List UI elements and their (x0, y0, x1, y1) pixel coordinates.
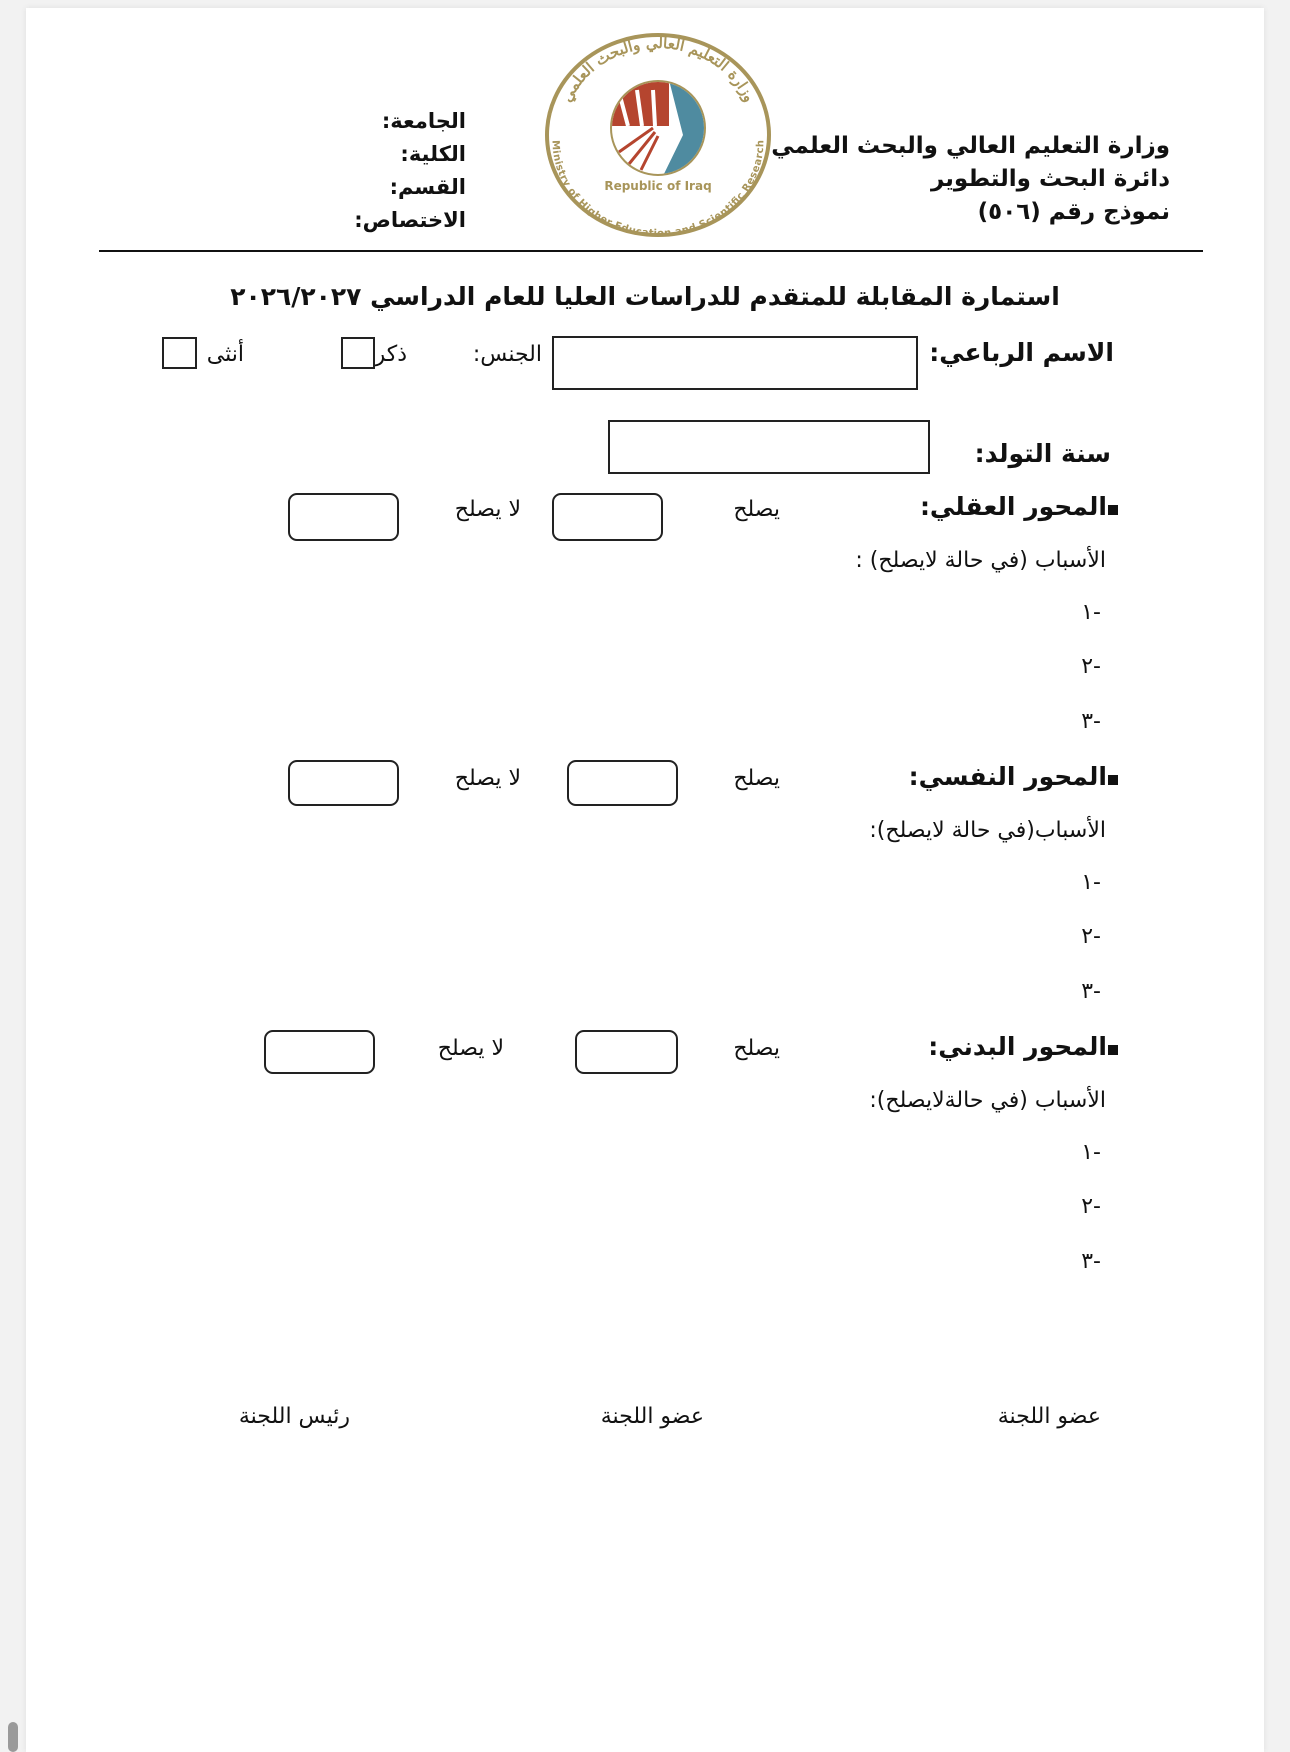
section-mental-title: المحور العقلي: (919, 492, 1107, 521)
section-psych-unfit-box[interactable] (288, 760, 399, 806)
birth-year-label: سنة التولد: (974, 439, 1111, 468)
scrollbar-thumb[interactable] (8, 1722, 18, 1752)
signature-member-2: عضو اللجنة (600, 1404, 704, 1429)
specialization-label: الاختصاص: (354, 208, 466, 232)
gender-male-label: ذكر (374, 342, 407, 367)
logo-republic-text: Republic of Iraq (604, 179, 712, 193)
birth-year-field[interactable] (608, 420, 930, 474)
form-number: نموذج رقم (٥٠٦) (977, 199, 1170, 225)
section-physical-reasons-label: الأسباب (في حالةلايصلح): (869, 1088, 1106, 1113)
section-mental-unfit-label: لا يصلح (454, 497, 521, 522)
section-mental-reasons-label: الأسباب (في حالة لايصلح) : (855, 548, 1106, 573)
section-physical-fit-label: يصلح (733, 1036, 780, 1061)
section-physical-unfit-box[interactable] (264, 1030, 375, 1074)
document-page (26, 8, 1264, 1752)
reason-item: -٣ (1081, 979, 1101, 1004)
full-name-label: الاسم الرباعي: (929, 338, 1114, 367)
signature-member-1: عضو اللجنة (997, 1404, 1101, 1429)
header-divider (99, 250, 1203, 252)
section-psych-unfit-label: لا يصلح (454, 766, 521, 791)
gender-male-checkbox[interactable] (341, 337, 375, 369)
section-mental-fit-label: يصلح (733, 497, 780, 522)
ministry-logo (543, 30, 773, 240)
bullet-icon (1108, 505, 1118, 515)
gender-label: الجنس: (472, 342, 542, 367)
logo-arabic-text: وزارة التعليم العالي والبحث العلمي (557, 33, 759, 105)
section-mental-fit-box[interactable] (552, 493, 663, 541)
section-psych-fit-label: يصلح (733, 766, 780, 791)
logo-ministry-english: Ministry of Higher Education and Scientific Research (549, 139, 767, 240)
form-title: استمارة المقابلة للمتقدم للدراسات العليا للعام الدراسي ٢٠٢٦/٢٠٢٧ (230, 282, 1060, 311)
department-label: القسم: (389, 175, 466, 199)
section-psych-reasons-label: الأسباب(في حالة لايصلح): (869, 818, 1106, 843)
reason-item: -٣ (1081, 709, 1101, 734)
section-physical-title: المحور البدني: (928, 1032, 1107, 1061)
department-name: دائرة البحث والتطوير (930, 166, 1170, 192)
section-psych-title: المحور النفسي: (908, 762, 1107, 791)
university-label: الجامعة: (381, 109, 466, 133)
gender-female-label: أنثى (206, 342, 244, 367)
reason-item: -٢ (1081, 654, 1101, 679)
reason-item: -٢ (1081, 924, 1101, 949)
reason-item: -١ (1081, 1140, 1101, 1165)
section-psych-fit-box[interactable] (567, 760, 678, 806)
section-physical-unfit-label: لا يصلح (437, 1036, 504, 1061)
bullet-icon (1108, 775, 1118, 785)
signature-chair: رئيس اللجنة (238, 1404, 350, 1429)
reason-item: -١ (1081, 600, 1101, 625)
reason-item: -٣ (1081, 1249, 1101, 1274)
ministry-name: وزارة التعليم العالي والبحث العلمي (771, 133, 1170, 159)
college-label: الكلية: (400, 142, 466, 166)
full-name-field[interactable] (552, 336, 918, 390)
section-mental-unfit-box[interactable] (288, 493, 399, 541)
reason-item: -٢ (1081, 1194, 1101, 1219)
reason-item: -١ (1081, 870, 1101, 895)
institution-fields (316, 105, 466, 237)
bullet-icon (1108, 1045, 1118, 1055)
gender-female-checkbox[interactable] (162, 337, 197, 369)
section-physical-fit-box[interactable] (575, 1030, 678, 1074)
ministry-header (771, 130, 1170, 229)
